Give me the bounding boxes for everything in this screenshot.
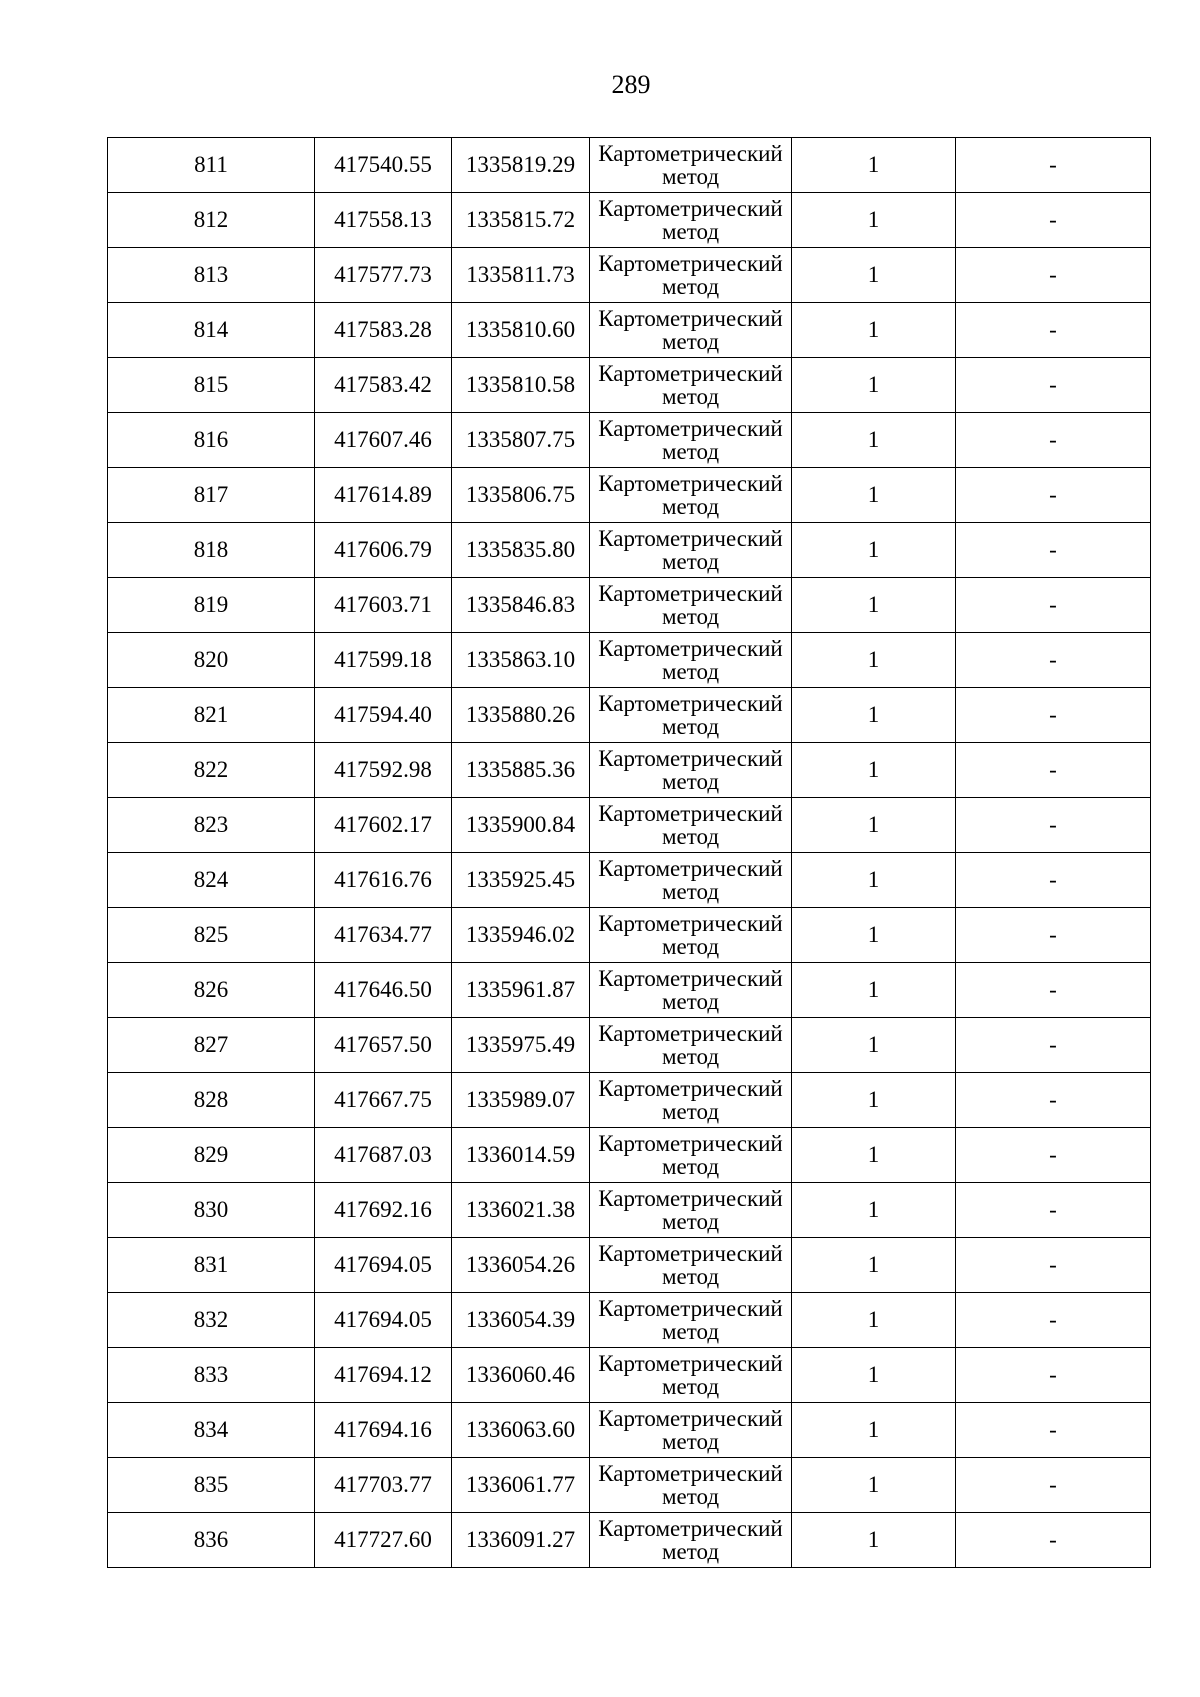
point-number-cell: 822 [108, 743, 315, 798]
point-number-cell: 836 [108, 1513, 315, 1568]
table-row [108, 798, 1151, 853]
description-cell: - [956, 798, 1151, 853]
method-line-2: метод [661, 1319, 720, 1344]
method-line-2: метод [661, 769, 720, 794]
method-cell [590, 413, 792, 468]
coordinates-table [107, 137, 1151, 1568]
method-cell [590, 1403, 792, 1458]
description-cell: - [956, 468, 1151, 523]
accuracy-cell: 1 [792, 248, 956, 303]
y-coordinate-cell: 1335925.45 [452, 853, 590, 908]
point-number-cell: 812 [108, 193, 315, 248]
method-line-1: Картометрический [598, 251, 783, 276]
accuracy-cell: 1 [792, 1513, 956, 1568]
method-cell [590, 743, 792, 798]
method-line-2: метод [661, 934, 720, 959]
x-coordinate-cell: 417694.05 [315, 1293, 452, 1348]
method-cell [590, 1293, 792, 1348]
accuracy-cell: 1 [792, 1403, 956, 1458]
y-coordinate-cell: 1335863.10 [452, 633, 590, 688]
x-coordinate-cell: 417606.79 [315, 523, 452, 578]
accuracy-cell: 1 [792, 468, 956, 523]
table-row [108, 853, 1151, 908]
method-line-2: метод [661, 1209, 720, 1234]
method-line-1: Картометрический [598, 1021, 783, 1046]
method-line-1: Картометрический [598, 196, 783, 221]
description-cell: - [956, 853, 1151, 908]
point-number-cell: 816 [108, 413, 315, 468]
method-line-1: Картометрический [598, 306, 783, 331]
x-coordinate-cell: 417558.13 [315, 193, 452, 248]
description-cell: - [956, 743, 1151, 798]
method-line-2: метод [661, 1429, 720, 1454]
method-line-2: метод [661, 1539, 720, 1564]
method-line-1: Картометрический [598, 966, 783, 991]
accuracy-cell: 1 [792, 1348, 956, 1403]
x-coordinate-cell: 417703.77 [315, 1458, 452, 1513]
point-number-cell: 833 [108, 1348, 315, 1403]
x-coordinate-cell: 417634.77 [315, 908, 452, 963]
point-number-cell: 814 [108, 303, 315, 358]
table-row [108, 138, 1151, 193]
accuracy-cell: 1 [792, 798, 956, 853]
method-line-2: метод [661, 659, 720, 684]
method-line-2: метод [661, 274, 720, 299]
accuracy-cell: 1 [792, 1293, 956, 1348]
point-number-cell: 823 [108, 798, 315, 853]
method-line-1: Картометрический [598, 416, 783, 441]
description-cell: - [956, 358, 1151, 413]
x-coordinate-cell: 417603.71 [315, 578, 452, 633]
accuracy-cell: 1 [792, 193, 956, 248]
y-coordinate-cell: 1335810.58 [452, 358, 590, 413]
x-coordinate-cell: 417583.28 [315, 303, 452, 358]
accuracy-cell: 1 [792, 853, 956, 908]
table-row [108, 1513, 1151, 1568]
table-row [108, 1293, 1151, 1348]
table-row [108, 688, 1151, 743]
y-coordinate-cell: 1336061.77 [452, 1458, 590, 1513]
description-cell: - [956, 1513, 1151, 1568]
method-line-1: Картометрический [598, 361, 783, 386]
table-row [108, 633, 1151, 688]
method-line-1: Картометрический [598, 1351, 783, 1376]
description-cell: - [956, 1128, 1151, 1183]
y-coordinate-cell: 1335880.26 [452, 688, 590, 743]
y-coordinate-cell: 1335975.49 [452, 1018, 590, 1073]
x-coordinate-cell: 417592.98 [315, 743, 452, 798]
x-coordinate-cell: 417602.17 [315, 798, 452, 853]
method-cell [590, 578, 792, 633]
method-line-2: метод [661, 219, 720, 244]
table-row [108, 1128, 1151, 1183]
method-cell [590, 908, 792, 963]
method-line-2: метод [661, 989, 720, 1014]
description-cell: - [956, 1073, 1151, 1128]
point-number-cell: 821 [108, 688, 315, 743]
method-cell [590, 138, 792, 193]
accuracy-cell: 1 [792, 138, 956, 193]
method-line-2: метод [661, 329, 720, 354]
y-coordinate-cell: 1335835.80 [452, 523, 590, 578]
point-number-cell: 813 [108, 248, 315, 303]
accuracy-cell: 1 [792, 743, 956, 798]
y-coordinate-cell: 1336091.27 [452, 1513, 590, 1568]
x-coordinate-cell: 417607.46 [315, 413, 452, 468]
y-coordinate-cell: 1335885.36 [452, 743, 590, 798]
description-cell: - [956, 1403, 1151, 1458]
method-line-2: метод [661, 439, 720, 464]
method-line-1: Картометрический [598, 911, 783, 936]
method-cell [590, 523, 792, 578]
y-coordinate-cell: 1335806.75 [452, 468, 590, 523]
x-coordinate-cell: 417687.03 [315, 1128, 452, 1183]
table-row [108, 743, 1151, 798]
table-row [108, 1458, 1151, 1513]
method-line-1: Картометрический [598, 1516, 783, 1541]
method-cell [590, 358, 792, 413]
description-cell: - [956, 1238, 1151, 1293]
y-coordinate-cell: 1335961.87 [452, 963, 590, 1018]
y-coordinate-cell: 1335989.07 [452, 1073, 590, 1128]
point-number-cell: 820 [108, 633, 315, 688]
method-line-2: метод [661, 604, 720, 629]
point-number-cell: 834 [108, 1403, 315, 1458]
point-number-cell: 829 [108, 1128, 315, 1183]
x-coordinate-cell: 417646.50 [315, 963, 452, 1018]
method-cell [590, 1183, 792, 1238]
accuracy-cell: 1 [792, 633, 956, 688]
accuracy-cell: 1 [792, 963, 956, 1018]
method-line-1: Картометрический [598, 1076, 783, 1101]
method-line-1: Картометрический [598, 691, 783, 716]
table-row [108, 963, 1151, 1018]
method-cell [590, 1458, 792, 1513]
method-cell [590, 468, 792, 523]
method-cell [590, 303, 792, 358]
method-line-1: Картометрический [598, 1241, 783, 1266]
description-cell: - [956, 193, 1151, 248]
method-line-2: метод [661, 1044, 720, 1069]
method-cell [590, 1238, 792, 1293]
method-line-1: Картометрический [598, 856, 783, 881]
y-coordinate-cell: 1335900.84 [452, 798, 590, 853]
method-line-2: метод [661, 164, 720, 189]
table-row [108, 1238, 1151, 1293]
x-coordinate-cell: 417694.12 [315, 1348, 452, 1403]
method-line-1: Картометрический [598, 1461, 783, 1486]
y-coordinate-cell: 1335807.75 [452, 413, 590, 468]
method-cell [590, 963, 792, 1018]
method-cell [590, 688, 792, 743]
point-number-cell: 815 [108, 358, 315, 413]
method-line-1: Картометрический [598, 581, 783, 606]
description-cell: - [956, 578, 1151, 633]
description-cell: - [956, 1458, 1151, 1513]
method-cell [590, 1073, 792, 1128]
description-cell: - [956, 1293, 1151, 1348]
point-number-cell: 830 [108, 1183, 315, 1238]
accuracy-cell: 1 [792, 1073, 956, 1128]
description-cell: - [956, 413, 1151, 468]
point-number-cell: 835 [108, 1458, 315, 1513]
point-number-cell: 831 [108, 1238, 315, 1293]
y-coordinate-cell: 1336054.39 [452, 1293, 590, 1348]
page-number: 289 [611, 70, 651, 99]
method-line-2: метод [661, 549, 720, 574]
method-line-2: метод [661, 1154, 720, 1179]
table-row [108, 578, 1151, 633]
table-row [108, 468, 1151, 523]
x-coordinate-cell: 417594.40 [315, 688, 452, 743]
method-line-1: Картометрический [598, 1296, 783, 1321]
method-line-2: метод [661, 824, 720, 849]
method-cell [590, 633, 792, 688]
point-number-cell: 811 [108, 138, 315, 193]
table-row [108, 413, 1151, 468]
method-cell [590, 1513, 792, 1568]
method-line-1: Картометрический [598, 746, 783, 771]
accuracy-cell: 1 [792, 1458, 956, 1513]
accuracy-cell: 1 [792, 358, 956, 413]
x-coordinate-cell: 417692.16 [315, 1183, 452, 1238]
y-coordinate-cell: 1336021.38 [452, 1183, 590, 1238]
y-coordinate-cell: 1335819.29 [452, 138, 590, 193]
x-coordinate-cell: 417616.76 [315, 853, 452, 908]
table-row [108, 523, 1151, 578]
accuracy-cell: 1 [792, 1183, 956, 1238]
point-number-cell: 827 [108, 1018, 315, 1073]
method-line-1: Картометрический [598, 526, 783, 551]
description-cell: - [956, 908, 1151, 963]
method-line-1: Картометрический [598, 1186, 783, 1211]
point-number-cell: 824 [108, 853, 315, 908]
point-number-cell: 819 [108, 578, 315, 633]
method-line-2: метод [661, 1374, 720, 1399]
method-line-1: Картометрический [598, 636, 783, 661]
x-coordinate-cell: 417694.05 [315, 1238, 452, 1293]
y-coordinate-cell: 1335811.73 [452, 248, 590, 303]
table-row [108, 1073, 1151, 1128]
method-line-1: Картометрический [598, 141, 783, 166]
point-number-cell: 832 [108, 1293, 315, 1348]
method-line-1: Картометрический [598, 471, 783, 496]
accuracy-cell: 1 [792, 523, 956, 578]
accuracy-cell: 1 [792, 688, 956, 743]
accuracy-cell: 1 [792, 1238, 956, 1293]
method-cell [590, 798, 792, 853]
method-line-2: метод [661, 714, 720, 739]
point-number-cell: 825 [108, 908, 315, 963]
description-cell: - [956, 633, 1151, 688]
method-cell [590, 1128, 792, 1183]
x-coordinate-cell: 417583.42 [315, 358, 452, 413]
method-line-2: метод [661, 494, 720, 519]
accuracy-cell: 1 [792, 1018, 956, 1073]
method-line-1: Картометрический [598, 1131, 783, 1156]
x-coordinate-cell: 417667.75 [315, 1073, 452, 1128]
table-row [108, 1403, 1151, 1458]
description-cell: - [956, 688, 1151, 743]
y-coordinate-cell: 1336060.46 [452, 1348, 590, 1403]
table-row [108, 908, 1151, 963]
y-coordinate-cell: 1335815.72 [452, 193, 590, 248]
description-cell: - [956, 303, 1151, 358]
x-coordinate-cell: 417540.55 [315, 138, 452, 193]
method-line-2: метод [661, 1099, 720, 1124]
method-line-2: метод [661, 879, 720, 904]
method-cell [590, 1348, 792, 1403]
x-coordinate-cell: 417599.18 [315, 633, 452, 688]
accuracy-cell: 1 [792, 303, 956, 358]
table-row [108, 303, 1151, 358]
coordinates-table-body [108, 138, 1151, 1568]
y-coordinate-cell: 1336063.60 [452, 1403, 590, 1458]
table-row [108, 248, 1151, 303]
x-coordinate-cell: 417727.60 [315, 1513, 452, 1568]
table-row [108, 358, 1151, 413]
point-number-cell: 826 [108, 963, 315, 1018]
table-row [108, 1018, 1151, 1073]
y-coordinate-cell: 1335810.60 [452, 303, 590, 358]
y-coordinate-cell: 1335846.83 [452, 578, 590, 633]
x-coordinate-cell: 417577.73 [315, 248, 452, 303]
table-row [108, 1348, 1151, 1403]
description-cell: - [956, 248, 1151, 303]
description-cell: - [956, 138, 1151, 193]
table-row [108, 1183, 1151, 1238]
point-number-cell: 828 [108, 1073, 315, 1128]
x-coordinate-cell: 417657.50 [315, 1018, 452, 1073]
accuracy-cell: 1 [792, 413, 956, 468]
description-cell: - [956, 1348, 1151, 1403]
method-line-1: Картометрический [598, 801, 783, 826]
method-cell [590, 1018, 792, 1073]
x-coordinate-cell: 417694.16 [315, 1403, 452, 1458]
method-line-2: метод [661, 1484, 720, 1509]
accuracy-cell: 1 [792, 578, 956, 633]
method-line-2: метод [661, 1264, 720, 1289]
accuracy-cell: 1 [792, 1128, 956, 1183]
y-coordinate-cell: 1335946.02 [452, 908, 590, 963]
method-cell [590, 193, 792, 248]
y-coordinate-cell: 1336054.26 [452, 1238, 590, 1293]
method-cell [590, 853, 792, 908]
description-cell: - [956, 523, 1151, 578]
description-cell: - [956, 1183, 1151, 1238]
method-line-2: метод [661, 384, 720, 409]
description-cell: - [956, 1018, 1151, 1073]
description-cell: - [956, 963, 1151, 1018]
method-line-1: Картометрический [598, 1406, 783, 1431]
point-number-cell: 817 [108, 468, 315, 523]
x-coordinate-cell: 417614.89 [315, 468, 452, 523]
method-cell [590, 248, 792, 303]
accuracy-cell: 1 [792, 908, 956, 963]
table-row [108, 193, 1151, 248]
y-coordinate-cell: 1336014.59 [452, 1128, 590, 1183]
point-number-cell: 818 [108, 523, 315, 578]
